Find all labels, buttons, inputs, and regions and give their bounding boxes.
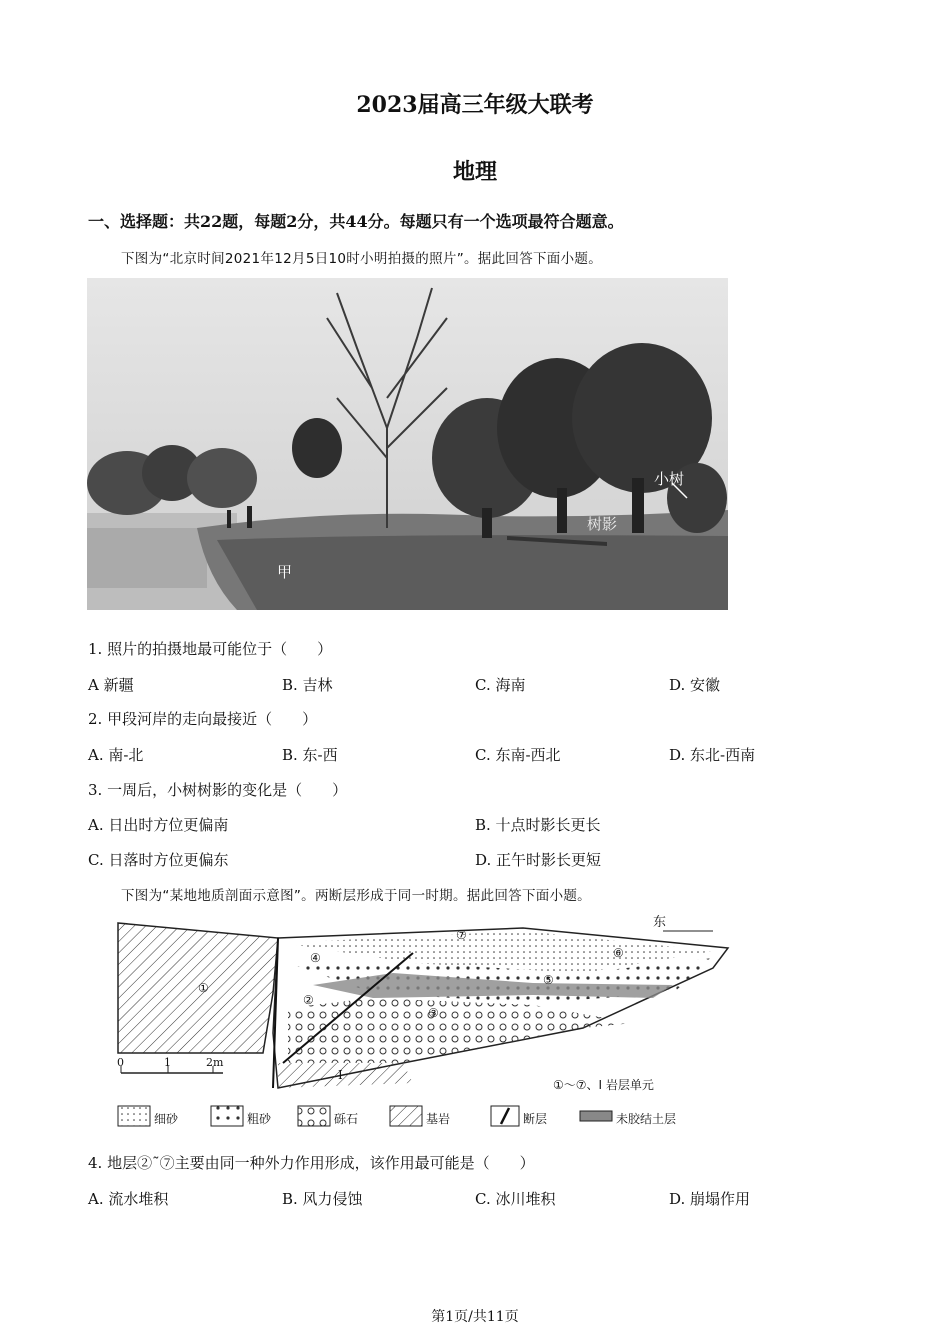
legend-unconsolidated-soil: 未胶结土层: [616, 1112, 677, 1126]
question-2-option-b[interactable]: B. 东-西: [282, 746, 338, 764]
diagram-intro: 下图为“某地地质剖面示意图”。两断层形成于同一时期。据此回答下面小题。: [121, 888, 591, 904]
question-4-option-b[interactable]: B. 风力侵蚀: [282, 1190, 363, 1208]
question-1-option-a[interactable]: A 新疆: [88, 676, 134, 694]
diagram-illustration: [113, 913, 738, 1136]
east-label: 东: [653, 915, 667, 930]
layer-i-label: Ⅰ: [338, 1068, 343, 1082]
page-footer: 第1页/共11页: [431, 1309, 519, 1325]
question-3-option-b[interactable]: B. 十点时影长更长: [475, 816, 601, 834]
legend-fine-sand: 细砂: [154, 1112, 179, 1126]
exam-title: 2023届高三年级大联考: [356, 92, 594, 118]
layer-5-label: ⑤: [543, 973, 554, 987]
question-3-stem: 3. 一周后，小树树影的变化是（ ）: [88, 781, 348, 799]
layer-3-label: ③: [428, 1006, 439, 1020]
layer-7-label: ⑦: [456, 928, 467, 942]
question-1-option-d[interactable]: D. 安徽: [669, 676, 721, 694]
question-1-stem: 1. 照片的拍摄地最可能位于（ ）: [88, 640, 333, 658]
question-1-option-b[interactable]: B. 吉林: [282, 676, 333, 694]
legend-bedrock: 基岩: [426, 1112, 451, 1126]
label-jia: 甲: [277, 563, 293, 581]
question-2-option-c[interactable]: C. 东南-西北: [475, 746, 561, 764]
question-3-option-a[interactable]: A. 日出时方位更偏南: [88, 816, 229, 834]
label-tree-shadow: 树影: [587, 515, 618, 533]
layer-4-label: ④: [310, 951, 321, 965]
legend-fault: 断层: [523, 1112, 548, 1126]
question-2-option-a[interactable]: A. 南-北: [88, 746, 144, 764]
legend-coarse-sand: 粗砂: [247, 1112, 272, 1126]
scale-2m: 2m: [206, 1056, 224, 1069]
photo-intro: 下图为“北京时间2021年12月5日10时小明拍摄的照片”。据此回答下面小题。: [121, 251, 602, 267]
question-2-option-d[interactable]: D. 东北-西南: [669, 746, 756, 764]
photo-illustration: [87, 278, 728, 610]
question-4-stem: 4. 地层②˜⑦主要由同一种外力作用形成，该作用最可能是（ ）: [88, 1154, 535, 1172]
layer-2-label: ②: [303, 993, 314, 1007]
question-4-option-a[interactable]: A. 流水堆积: [88, 1190, 169, 1208]
legend-gravel: 砾石: [334, 1112, 359, 1126]
unit-note: ①～⑦、Ⅰ 岩层单元: [553, 1078, 654, 1092]
question-2-stem: 2. 甲段河岸的走向最接近（ ）: [88, 710, 318, 728]
scale-0: 0: [117, 1056, 124, 1069]
subject-title: 地理: [452, 159, 497, 185]
question-1-option-c[interactable]: C. 海南: [475, 676, 526, 694]
layer-1-label: ①: [198, 981, 209, 995]
label-small-tree: 小树: [654, 470, 685, 488]
question-3-option-d[interactable]: D. 正午时影长更短: [475, 851, 602, 869]
section-heading: 一、选择题：共22题，每题2分，共44分。每题只有一个选项最符合题意。: [88, 212, 624, 231]
layer-6-label: ⑥: [613, 946, 624, 960]
scale-1: 1: [164, 1056, 171, 1069]
question-4-option-c[interactable]: C. 冰川堆积: [475, 1190, 556, 1208]
geologic-section-diagram: [113, 913, 738, 1136]
question-3-option-c[interactable]: C. 日落时方位更偏东: [88, 851, 229, 869]
landscape-photo: [87, 278, 728, 610]
question-4-option-d[interactable]: D. 崩塌作用: [669, 1190, 751, 1208]
